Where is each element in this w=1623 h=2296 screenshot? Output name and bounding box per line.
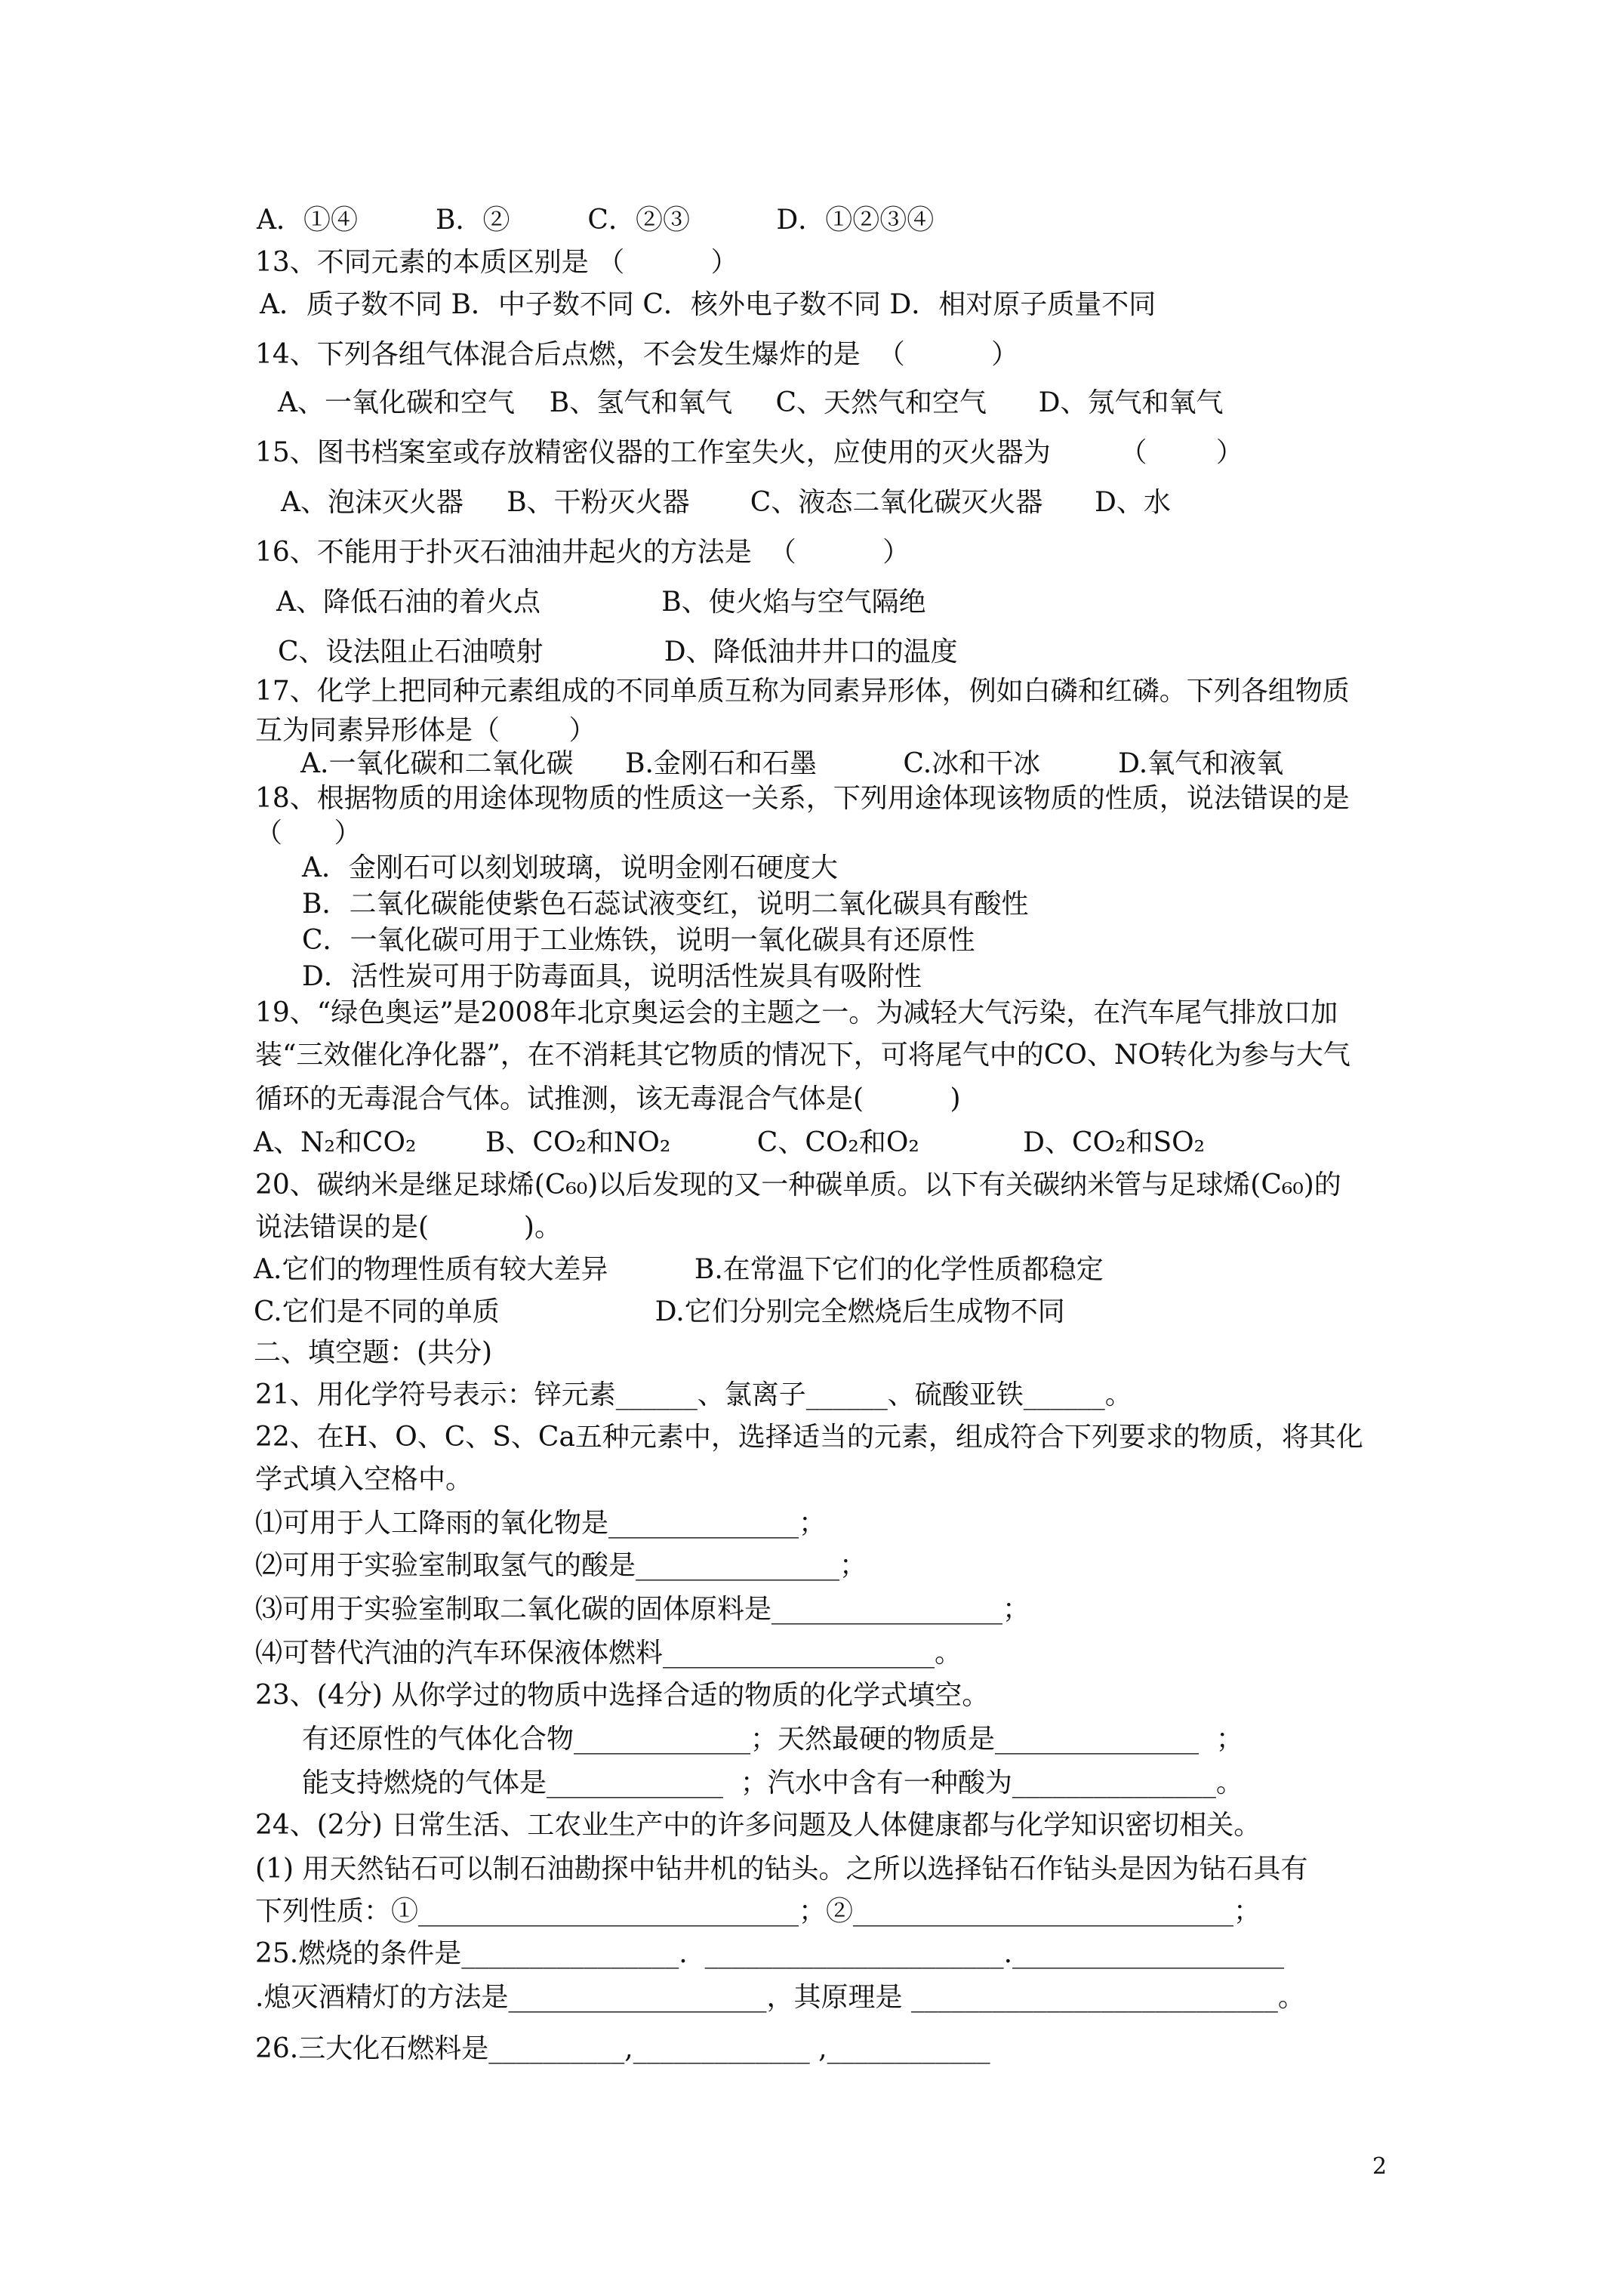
q14-stem: 14、下列各组气体混合后点燃，不会发生爆炸的是 （ ） xyxy=(255,339,1019,370)
q22-item-2: ⑵可用于实验室制取氢气的酸是_______________； xyxy=(255,1550,867,1581)
q25-line1: 25.燃烧的条件是________________. ______________________.____________________ xyxy=(255,1938,1285,1969)
q23-line2: 能支持燃烧的气体是_____________ ；汽水中含有一种酸为_______________。 xyxy=(302,1767,1243,1798)
q22-item-3: ⑶可用于实验室制取二氧化碳的固体原料是_________________； xyxy=(255,1594,1030,1625)
q22-stem-line2: 学式填入空格中。 xyxy=(255,1464,473,1495)
q13-options: A．质子数不同 B．中子数不同 C．核外电子数不同 D．相对原子质量不同 xyxy=(260,289,1156,320)
q24-part1-line1: (1) 用天然钻石可以制石油勘探中钻井机的钻头。之所以选择钻石作钻头是因为钻石具有 xyxy=(255,1854,1308,1885)
q24-stem: 24、(2分) 日常生活、工农业生产中的许多问题及人体健康都与化学知识密切相关。 xyxy=(255,1810,1261,1841)
q18-option-d: D．活性炭可用于防毒面具，说明活性炭具有吸附性 xyxy=(302,961,922,992)
q23-stem: 23、(4分) 从你学过的物质中选择合适的物质的化学式填空。 xyxy=(255,1680,990,1711)
q18-option-c: C．一氧化碳可用于工业炼铁，说明一氧化碳具有还原性 xyxy=(302,925,975,956)
q24-part1-line2: 下列性质：①____________________________；②____________________________； xyxy=(255,1896,1261,1927)
q15-stem: 15、图书档案室或存放精密仪器的工作室失火，应使用的灭火器为 （ ） xyxy=(255,437,1243,468)
q20-options-cd: C.它们是不同的单质 D.它们分别完全燃烧后生成物不同 xyxy=(254,1296,1065,1327)
q18-option-b: B．二氧化碳能使紫色石蕊试液变红，说明二氧化碳具有酸性 xyxy=(302,889,1029,920)
q19-options: A、N₂和CO₂ B、CO₂和NO₂ C、CO₂和O₂ D、CO₂和SO₂ xyxy=(254,1127,1206,1158)
q20-stem-line2: 说法错误的是( )。 xyxy=(255,1212,562,1243)
q14-options: A、一氧化碳和空气 B、氢气和氧气 C、天然气和空气 D、氖气和氧气 xyxy=(278,387,1224,418)
q17-options: A.一氧化碳和二氧化碳 B.金刚石和石墨 C.冰和干冰 D.氧气和液氧 xyxy=(300,748,1284,779)
q16-stem: 16、不能用于扑灭石油油井起火的方法是 （ ） xyxy=(255,537,910,568)
q22-stem-line1: 22、在H、O、C、S、Ca五种元素中，选择适当的元素，组成符合下列要求的物质，将其化 xyxy=(255,1422,1363,1453)
q22-item-1: ⑴可用于人工降雨的氧化物是______________； xyxy=(255,1508,827,1539)
q18-option-a: A．金刚石可以刻划玻璃，说明金刚石硬度大 xyxy=(302,852,838,883)
q19-stem-line3: 循环的无毒混合气体。试推测，该无毒混合气体是( ) xyxy=(255,1083,961,1114)
q17-stem-line2: 互为同素异形体是（ ） xyxy=(255,715,596,746)
q15-options: A、泡沫灭火器 B、干粉灭火器 C、液态二氧化碳灭火器 D、水 xyxy=(281,487,1171,518)
q21: 21、用化学符号表示：锌元素______、氯离子______、硫酸亚铁______。 xyxy=(255,1379,1132,1410)
q19-stem-line2: 装“三效催化净化器”，在不消耗其它物质的情况下，可将尾气中的CO、NO转化为参与大气 xyxy=(255,1040,1350,1071)
page-number: 2 xyxy=(1372,2153,1387,2180)
section-fill-in-title: 二、填空题：(共分) xyxy=(254,1337,493,1368)
q19-stem-line1: 19、“绿色奥运”是2008年北京奥运会的主题之一。为减轻大气污染，在汽车尾气排放口加 xyxy=(255,997,1338,1028)
q26: 26.三大化石燃料是__________,_____________ ,____________ xyxy=(255,2033,990,2064)
q20-options-ab: A.它们的物理性质有较大差异 B.在常温下它们的化学性质都稳定 xyxy=(254,1254,1104,1285)
q13-stem: 13、不同元素的本质区别是 （ ） xyxy=(255,247,738,278)
q16-options-ab: A、降低石油的着火点 B、使火焰与空气隔绝 xyxy=(276,587,926,618)
q16-options-cd: C、设法阻止石油喷射 D、降低油井井口的温度 xyxy=(278,636,958,667)
q22-item-4: ⑷可替代汽油的汽车环保液体燃料____________________。 xyxy=(255,1638,962,1669)
q25-line2: .熄灭酒精灯的方法是___________________，其原理是 ___________________________。 xyxy=(255,1982,1305,2013)
q18-stem-line1: 18、根据物质的用途体现物质的性质这一关系，下列用途体现该物质的性质，说法错误的是 xyxy=(255,783,1350,814)
q12-options: A．①④ B．② C．②③ D．①②③④ xyxy=(257,205,935,236)
q23-line1: 有还原性的气体化合物_____________；天然最硬的物质是_______________ ； xyxy=(302,1724,1243,1755)
q17-stem-line1: 17、化学上把同种元素组成的不同单质互称为同素异形体，例如白磷和红磷。下列各组物质 xyxy=(255,676,1350,707)
q18-stem-line2: （ ） xyxy=(255,818,362,849)
q20-stem-line1: 20、碳纳米是继足球烯(C₆₀)以后发现的又一种碳单质。以下有关碳纳米管与足球烯(C₆₀)的 xyxy=(255,1170,1341,1200)
